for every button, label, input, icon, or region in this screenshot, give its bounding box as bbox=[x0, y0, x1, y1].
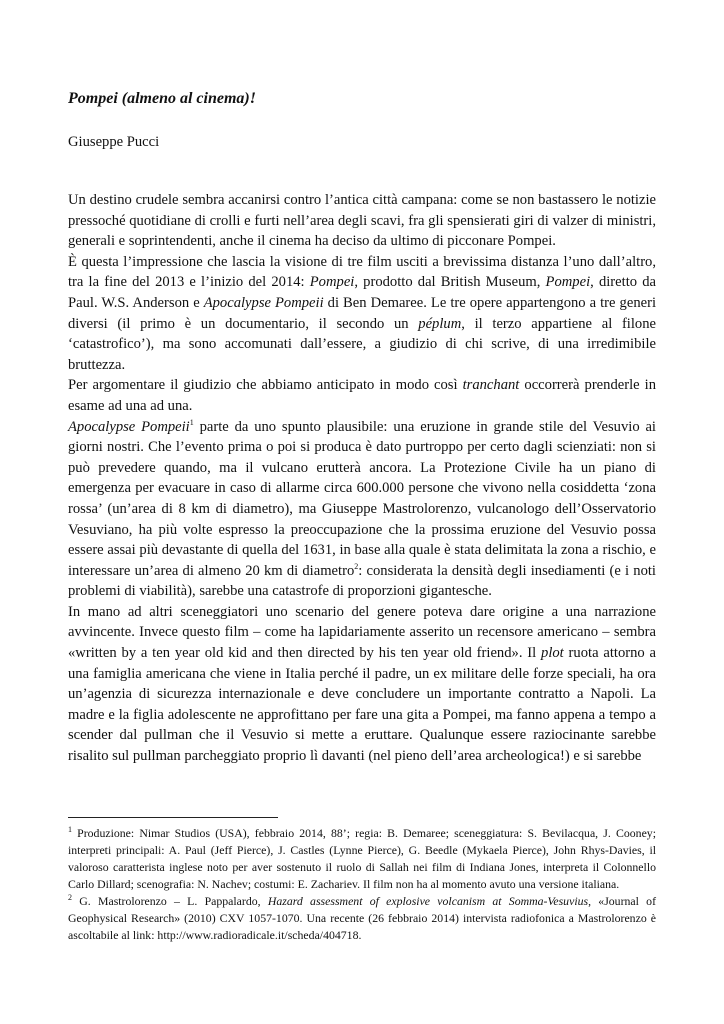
paragraph-5 bbox=[68, 602, 656, 767]
footnotes bbox=[68, 825, 656, 944]
film-title: Pompei bbox=[309, 274, 355, 291]
text-run: , diretto da Paul. W.S. Anderson e bbox=[68, 274, 656, 311]
text-run: occorrerà prenderle in esame ad una ad una. bbox=[68, 377, 657, 414]
text-run: parte da uno spunto plausibile: una eruzione in grande stile del Vesuvio ai giorni nostri. Che l’evento prima o poi si produca è dato purtroppo per certo dagli scienziati: non si può prevedere quando, ma il vulcano erutterà ancora. La Protezione Civile ha un piano di emergenza per evacuare in caso di allarme circa 600.000 persone che vivono nella cosiddetta ‘zona rossa’ (un’area di 8 km di diametro), ma Giuseppe Mastrolorenzo, vulcanologo dell’Osservatorio Vesuviano, ha più volte espresso la preoccupazione che la prossima eruzione del Vesuvio possa essere assai più devastante di quella del 1631, in base alla quale è stata delimitata la zona a rischio, e interessare un’area di almeno 20 km di diametro bbox=[68, 418, 656, 579]
text-run: ruota attorno a una famiglia americana che viene in Italia perché il padre, un ex militare delle forze speciali, ha ora un’agenzia di sicurezza internazionale e deve concludere un importante contratto a Napoli. La madre e la figlia adolescente ne approfittano per fare una gita a Pompei, ma fanno appena a tempo a scender dal pullman che il Vesuvio si mette a eruttare. Qualunque essere raziocinante sarebbe risalito sul pullman parcheggiato proprio lì davanti (nel pieno dell’area archeologica!) e si sarebbe bbox=[68, 645, 657, 765]
footnote-separator bbox=[68, 817, 278, 818]
footnote-text: , «Journal of Geophysical Research» (2010) CXV 1057-1070. Una recente (26 febbraio 2014) intervista radiofonica a Mastrolorenzo è ascoltabile al link: http://www.radioradicale.it/scheda/404718. bbox=[68, 894, 656, 942]
footnote-number: 1 bbox=[68, 825, 72, 835]
genre-term: péplum bbox=[418, 315, 462, 332]
foreign-term: tranchant bbox=[462, 377, 520, 394]
text-run: Per argomentare il giudizio che abbiamo anticipato in modo così bbox=[68, 377, 463, 394]
text-run: , prodotto dal British Museum, bbox=[354, 274, 546, 291]
footnote-number: 2 bbox=[68, 893, 72, 903]
text-run: , il terzo appartiene al filone ‘catastrofico’), ma sono accomunati dall’essere, a giudizio di chi scrive, di una irredimibile bruttezza. bbox=[68, 315, 656, 373]
footnote-ref-2: 2 bbox=[354, 561, 359, 571]
footnote-ref-1: 1 bbox=[189, 417, 194, 427]
footnote-1 bbox=[68, 825, 656, 893]
cited-title: Hazard assessment of explosive volcanism at Somma-Vesuvius bbox=[267, 894, 589, 908]
text-run: È questa l’impressione che lascia la visione di tre film usciti a brevissima distanza l’uno dall’altro, tra la fine del 2013 e l’inizio del 2014: bbox=[68, 253, 656, 291]
film-title: Apocalypse Pompeii bbox=[68, 418, 190, 435]
paragraph-2 bbox=[68, 252, 656, 376]
text-run: di Ben Demaree. Le tre opere appartengono a tre generi diversi (il primo è un documentario, il secondo un bbox=[68, 294, 657, 332]
film-title: Apocalypse Pompeii bbox=[203, 294, 324, 311]
text-run: In mano ad altri sceneggiatori uno scenario del genere poteva dare origine a una narrazione avvincente. Invece questo film – come ha lapidariamente asserito un recensore americano – sembra «written by a ten year old kid and then directed by his ten year old friend». Il bbox=[68, 603, 656, 662]
footnote-text: G. Mastrolorenzo – L. Pappalardo, bbox=[72, 894, 268, 908]
footnote-text: Produzione: Nimar Studios (USA), febbraio 2014, 88’; regia: B. Demaree; sceneggiatura: S. Bevilacqua, J. Cooney; interpreti principali: A. Paul (Jeff Pierce), J. Castles (Lynne Pierce), G. Beedle (Mykaela Pierce), John Rhys-Davies, il valoroso caratterista inglese noto per aver sostenuto il ruolo di Sallah nei film di Indiana Jones, interpreta il Colonnello Carlo Dillard; scenografia: N. Nachev; costumi: E. Zachariev. Il film non ha al momento avuto una versione italiana. bbox=[68, 826, 656, 891]
text-run: : considerata la densità degli insediamenti (e i noti problemi di viabilità), sarebbe una catastrofe di proporzioni gigantesche. bbox=[68, 562, 656, 600]
article-body bbox=[68, 190, 656, 767]
footnote-2 bbox=[68, 893, 656, 944]
paragraph-4 bbox=[68, 417, 656, 602]
paragraph-1: Un destino crudele sembra accanirsi contro l’antica città campana: come se non bastassero le notizie pressoché quotidiane di crolli e furti nell’area degli scavi, fra gli spensierati giri di valzer di ministri, generali e soprintendenti, anche il cinema ha deciso da ultimo di picconare Pompei. bbox=[68, 192, 656, 250]
foreign-term: plot bbox=[541, 645, 564, 662]
film-title: Pompei bbox=[545, 274, 591, 291]
paragraph-3 bbox=[68, 375, 656, 416]
author-name: Giuseppe Pucci bbox=[68, 134, 160, 150]
article-title: Pompei (almeno al cinema)! bbox=[68, 90, 256, 107]
